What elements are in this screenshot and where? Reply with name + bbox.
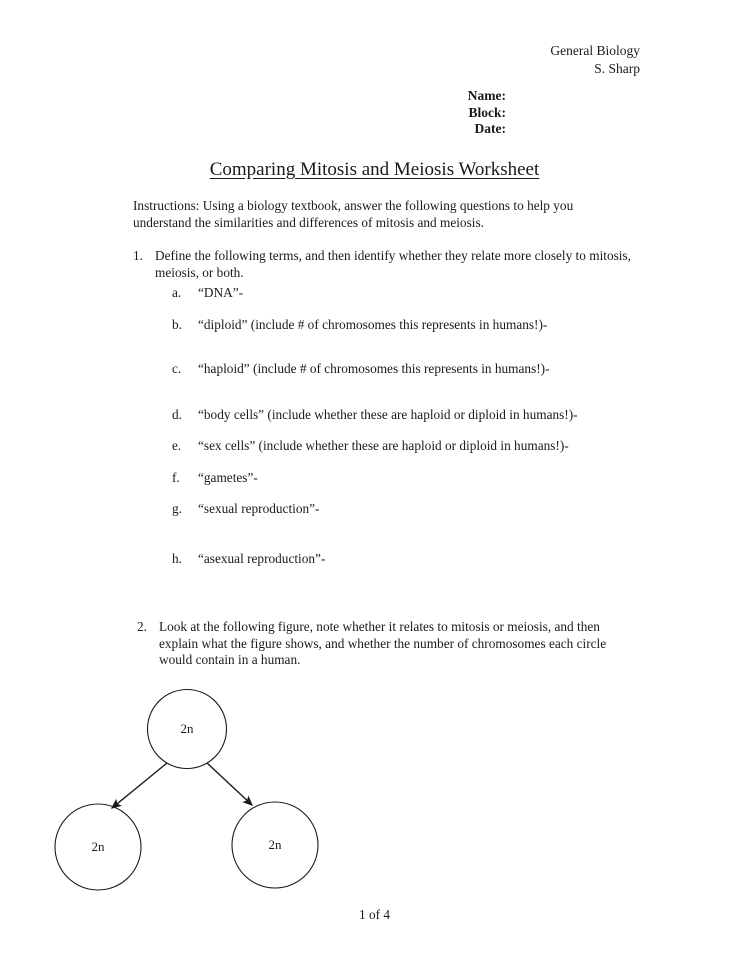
list-item (172, 551, 652, 568)
sub-item-letter: d. (172, 406, 182, 422)
student-info-block (300, 88, 506, 138)
page-indicator: 1 of 4 (358, 907, 391, 922)
list-item (172, 501, 652, 518)
daughter-cell-right-label: 2n (268, 837, 282, 852)
sub-item-text: “gametes”- (198, 469, 258, 485)
page-title (0, 158, 749, 182)
sub-item-text: “asexual reproduction”- (198, 550, 326, 566)
cell-division-diagram (40, 682, 340, 900)
daughter-cell-left-label: 2n (91, 839, 105, 854)
division-arrow-left (112, 763, 167, 808)
sub-item-letter: g. (172, 501, 182, 516)
name-label: Name: (467, 88, 506, 103)
question-1-sub-items (172, 285, 652, 567)
question-text: Look at the following figure, note whether it relates to mitosis or meiosis, and then explain what the figure shows, and whether the number of chromosomes each circle would contain in a human. (159, 619, 607, 667)
question-number: 1. (133, 248, 143, 263)
list-item (172, 470, 652, 487)
page-footer (0, 907, 749, 923)
page-title-text: Comparing Mitosis and Meiosis Worksheet (209, 159, 540, 180)
question-text: Define the following terms, and then identify whether they relate more closely to mitosis, meiosis, or both. (155, 248, 631, 280)
sub-item-text: “sexual reproduction”- (198, 501, 320, 516)
question-2 (137, 619, 637, 669)
course-name: General Biology (550, 43, 640, 58)
sub-item-text: “haploid” (include # of chromosomes this represents in humans!)- (198, 361, 550, 376)
sub-item-text: “sex cells” (include whether these are haploid or diploid in humans!)- (198, 438, 569, 453)
parent-cell-label: 2n (180, 721, 194, 736)
list-item (172, 317, 652, 334)
division-arrow-right (207, 763, 252, 805)
instructions-paragraph: Instructions: Using a biology textbook, answer the following questions to help you understand the similarities and differences of mitosis and meiosis. (133, 198, 574, 230)
block-label: Block: (468, 104, 506, 120)
sub-item-text: “diploid” (include # of chromosomes this represents in humans!)- (198, 316, 548, 332)
sub-item-letter: a. (172, 285, 182, 300)
question-row (133, 248, 643, 281)
question-1 (133, 248, 643, 281)
list-item (172, 438, 652, 455)
sub-item-text: “body cells” (include whether these are haploid or diploid in humans!)- (198, 406, 578, 422)
sub-item-letter: h. (172, 550, 182, 566)
sub-item-letter: b. (172, 316, 182, 332)
list-item (172, 407, 652, 424)
sub-item-text: “DNA”- (198, 285, 244, 300)
list-item (172, 361, 652, 378)
sub-item-letter: c. (172, 361, 182, 376)
sub-item-letter: f. (172, 469, 180, 485)
question-number: 2. (137, 619, 147, 634)
question-row (137, 619, 637, 669)
date-label: Date: (474, 121, 506, 136)
document-header (340, 42, 640, 78)
author-name: S. Sharp (594, 61, 640, 76)
sub-item-letter: e. (172, 438, 182, 453)
list-item (172, 285, 652, 302)
